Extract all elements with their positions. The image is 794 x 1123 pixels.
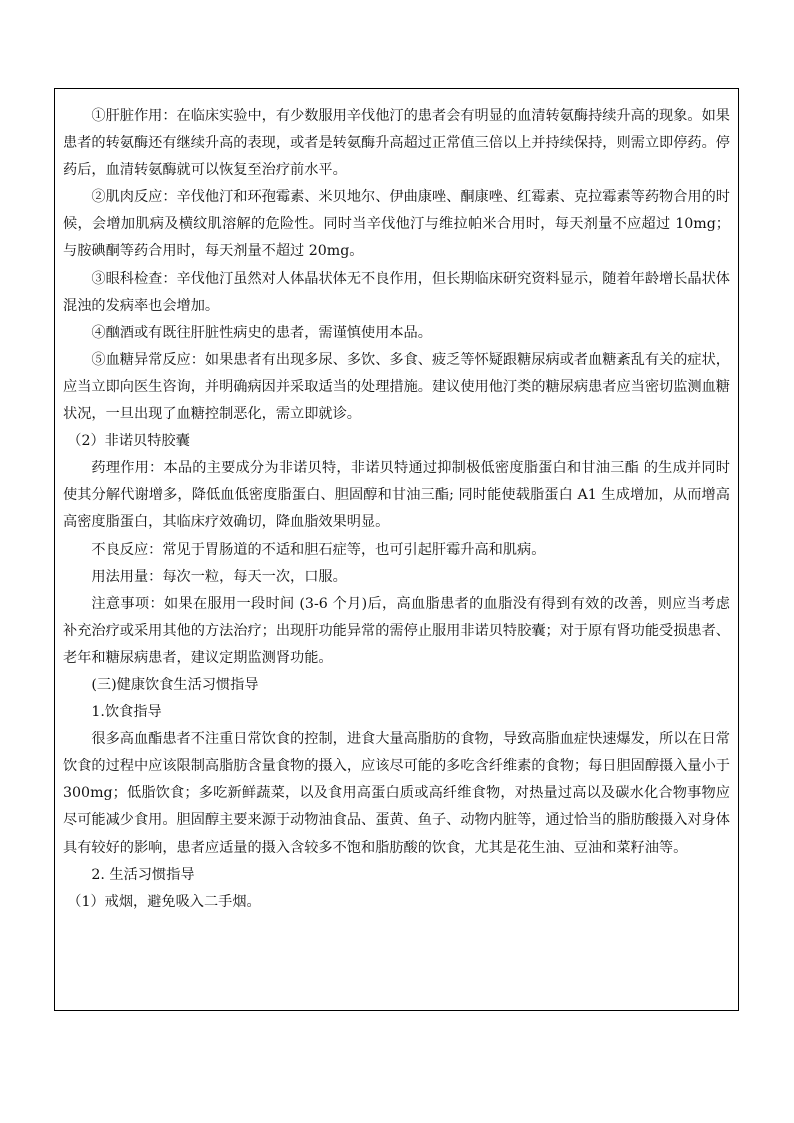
paragraph-adverse-reactions: 不良反应：常见于胃肠道的不适和胆石症等，也可引起肝霉升高和肌病。 bbox=[91, 541, 546, 558]
paragraph-alcohol-caution: ④酗酒或有既往肝脏性病史的患者，需谨慎使用本品。 bbox=[91, 324, 432, 341]
paragraph-pharmacology: 药理作用：本品的主要成分为非诺贝特，非诺贝特通过抑制极低密度脂蛋白和甘油三酯 的生成并同时使其分解代谢增多，降低血低密度脂蛋白、胆固醇和甘油三酯; 同时能使载脂蛋白 A1 生成增加，从而增高高密度脂蛋白，其临床疗效确切，降血脂效果明显。 bbox=[63, 460, 730, 531]
paragraph-blood-sugar: ⑤血糖异常反应：如果患者有出现多尿、多饮、多食、疲乏等怀疑跟糖尿病或者血糖紊乱有关的症状，应当立即向医生咨询，并明确病因并采取适当的处理措施。建议使用他汀类的糖尿病患者应当密切监测血糖状况，一旦出现了血糖控制恶化，需立即就诊。 bbox=[63, 351, 730, 423]
paragraph-liver-effect: ①肝脏作用：在临床实验中，有少数服用辛伐他汀的患者会有明显的血清转氨酶持续升高的现象。如果患者的转氨酶还有继续升高的表现，或者是转氨酶升高超过正常值三倍以上并持续保持，则需立即停药。停药后，血清转氨酶就可以恢复至治疗前水平。 bbox=[63, 108, 730, 179]
paragraph-eye-exam: ③眼科检查：辛伐他汀虽然对人体晶状体无不良作用，但长期临床研究资料显示，随着年龄增长晶状体混浊的发病率也会增加。 bbox=[63, 270, 730, 314]
document-frame bbox=[54, 88, 739, 1011]
paragraph-dosage: 用法用量：每次一粒，每天一次，口服。 bbox=[91, 568, 347, 585]
subheading-diet-guidance: 1.饮食指导 bbox=[91, 704, 162, 721]
document-body bbox=[63, 103, 730, 916]
subheading-lifestyle-guidance: 2. 生活习惯指导 bbox=[91, 866, 195, 883]
section-heading-fenofibrate: （2）非诺贝特胶囊 bbox=[67, 433, 190, 450]
paragraph-precautions: 注意事项：如果在服用一段时间 (3-6 个月)后，高血脂患者的血脂没有得到有效的改善，则应当考虑补充治疗或采用其他的方法治疗；出现肝功能异常的需停止服用非诺贝特胶囊；对于原有肾功能受损患者、老年和糖尿病患者，建议定期监测肾功能。 bbox=[63, 595, 730, 666]
paragraph-quit-smoking: （1）戒烟，避免吸入二手烟。 bbox=[67, 893, 261, 910]
paragraph-muscle-reaction: ②肌肉反应：辛伐他汀和环孢霉素、米贝地尔、伊曲康唑、酮康唑、红霉素、克拉霉素等药物合用的时候，会增加肌病及横纹肌溶解的危险性。同时当辛伐他汀与维拉帕米合用时，每天剂量不应超过 10mg；与胺碘酮等药合用时，每天剂量不超过 20mg。 bbox=[63, 189, 730, 260]
paragraph-diet-details: 很多高血酯患者不注重日常饮食的控制，进食大量高脂肪的食物，导致高脂血症快速爆发，所以在日常饮食的过程中应该限制高脂肪含量食物的摄入，应该尽可能的多吃含纤维素的食物；每日胆固醇摄入量小于300mg；低脂饮食；多吃新鲜蔬菜，以及食用高蛋白质或高纤维食物，对热量过高以及碳水化合物事物应尽可能减少食用。胆固醇主要来源于动物油食品、蛋黄、鱼子、动物内脏等，通过恰当的脂肪酸摄入对身体具有较好的影响，患者应适量的摄入含较多不饱和脂肪酸的饮食，尤其是花生油、豆油和菜籽油等。 bbox=[63, 731, 730, 856]
section-heading-diet-lifestyle: (三)健康饮食生活习惯指导 bbox=[91, 676, 259, 693]
